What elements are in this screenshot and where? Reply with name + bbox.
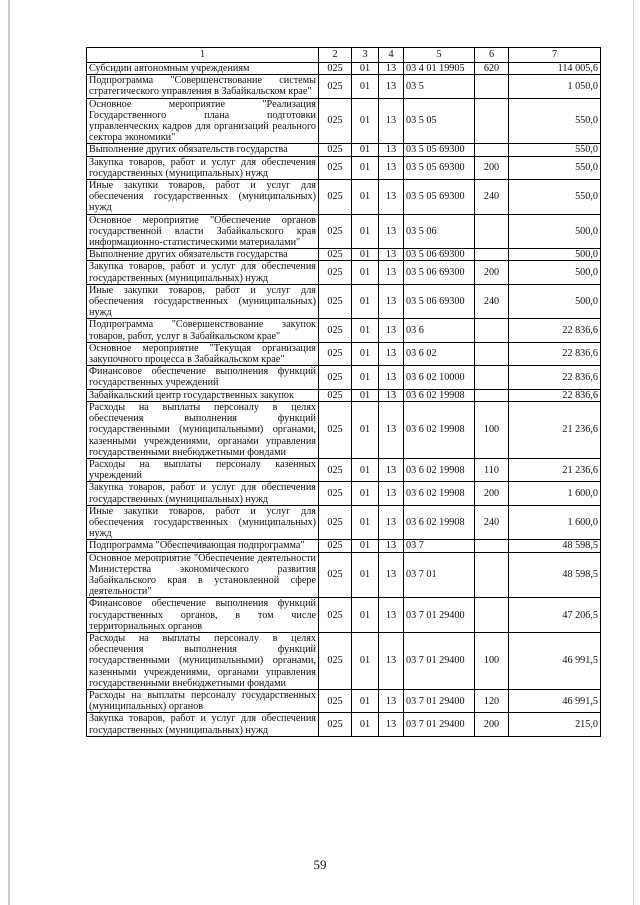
budget-table	[86, 47, 601, 737]
ministry-code-cell: 025	[319, 552, 352, 598]
target-article-cell: 03 5 06	[404, 214, 475, 249]
ministry-code-cell: 025	[319, 144, 352, 156]
section-code-cell: 01	[352, 482, 379, 505]
amount-cell: 48 598,5	[509, 540, 601, 552]
subsection-code-cell: 13	[379, 180, 404, 215]
item-name-cell: Основное мероприятие "Обеспечение деятельности Министерства экономического развития Забайкальского края в установленной сфере деятельности"	[87, 552, 319, 598]
table-row	[87, 63, 601, 75]
subsection-code-cell: 13	[379, 249, 404, 261]
expense-type-cell: 200	[475, 713, 509, 736]
table-row	[87, 342, 601, 365]
item-name-cell: Расходы на выплаты персоналу в целях обеспечения выполнения функций государственными (муниципальными) органами, казенными учреждениями, органами управления государственными внебюджетными фондами	[87, 632, 319, 689]
item-name-cell: Иные закупки товаров, работ и услуг для обеспечения государственных (муниципальных) нужд	[87, 505, 319, 540]
expense-type-cell: 240	[475, 180, 509, 215]
ministry-code-cell: 025	[319, 505, 352, 540]
amount-cell: 500,0	[509, 249, 601, 261]
ministry-code-cell: 025	[319, 713, 352, 736]
table-row	[87, 632, 601, 689]
target-article-cell: 03 6 02 19908	[404, 458, 475, 481]
expense-type-cell: 100	[475, 632, 509, 689]
ministry-code-cell: 025	[319, 249, 352, 261]
target-article-cell: 03 7 01	[404, 552, 475, 598]
expense-type-cell: 120	[475, 689, 509, 712]
target-article-cell: 03 5 06 69300	[404, 249, 475, 261]
amount-cell: 22 836,6	[509, 342, 601, 365]
item-name-cell: Закупка товаров, работ и услуг для обеспечения государственных (муниципальных) нужд	[87, 261, 319, 284]
section-code-cell: 01	[352, 214, 379, 249]
item-name-cell: Выполнение других обязательств государства	[87, 249, 319, 261]
table-row	[87, 540, 601, 552]
subsection-code-cell: 13	[379, 598, 404, 633]
item-name-cell: Иные закупки товаров, работ и услуг для обеспечения государственных (муниципальных) нужд	[87, 284, 319, 319]
section-code-cell: 01	[352, 713, 379, 736]
expense-type-cell	[475, 75, 509, 98]
ministry-code-cell: 025	[319, 342, 352, 365]
target-article-cell: 03 6	[404, 319, 475, 342]
subsection-code-cell: 13	[379, 63, 404, 75]
expense-type-cell: 620	[475, 63, 509, 75]
header-row	[87, 48, 601, 63]
ministry-code-cell: 025	[319, 98, 352, 144]
item-name-cell: Финансовое обеспечение выполнения функций государственных органов, в том числе территориальных органов	[87, 598, 319, 633]
ministry-code-cell: 025	[319, 366, 352, 389]
target-article-cell: 03 5	[404, 75, 475, 98]
amount-cell: 114 005,6	[509, 63, 601, 75]
item-name-cell: Закупка товаров, работ и услуг для обеспечения государственных (муниципальных) нужд	[87, 482, 319, 505]
target-article-cell: 03 5 05 69300	[404, 156, 475, 179]
section-code-cell: 01	[352, 389, 379, 401]
subsection-code-cell: 13	[379, 458, 404, 481]
header-col-1: 1	[87, 48, 319, 63]
table-row	[87, 505, 601, 540]
table-row	[87, 401, 601, 458]
table-row	[87, 598, 601, 633]
amount-cell: 500,0	[509, 284, 601, 319]
item-name-cell: Расходы на выплаты персоналу государственных (муниципальных) органов	[87, 689, 319, 712]
target-article-cell: 03 6 02 19908	[404, 482, 475, 505]
target-article-cell: 03 5 05 69300	[404, 180, 475, 215]
subsection-code-cell: 13	[379, 482, 404, 505]
section-code-cell: 01	[352, 249, 379, 261]
amount-cell: 21 236,6	[509, 458, 601, 481]
header-col-6: 6	[475, 48, 509, 63]
table-row	[87, 261, 601, 284]
expense-type-cell	[475, 366, 509, 389]
ministry-code-cell: 025	[319, 284, 352, 319]
item-name-cell: Подпрограмма "Обеспечивающая подпрограмма"	[87, 540, 319, 552]
amount-cell: 46 991,5	[509, 689, 601, 712]
expense-type-cell	[475, 144, 509, 156]
amount-cell: 22 836,6	[509, 366, 601, 389]
target-article-cell: 03 6 02 19908	[404, 505, 475, 540]
ministry-code-cell: 025	[319, 156, 352, 179]
table-row	[87, 366, 601, 389]
amount-cell: 500,0	[509, 214, 601, 249]
table-row	[87, 75, 601, 98]
table-row	[87, 389, 601, 401]
subsection-code-cell: 13	[379, 401, 404, 458]
section-code-cell: 01	[352, 366, 379, 389]
subsection-code-cell: 13	[379, 98, 404, 144]
target-article-cell: 03 7 01 29400	[404, 598, 475, 633]
ministry-code-cell: 025	[319, 389, 352, 401]
item-name-cell: Финансовое обеспечение выполнения функций государственных учреждений	[87, 366, 319, 389]
expense-type-cell	[475, 342, 509, 365]
ministry-code-cell: 025	[319, 63, 352, 75]
expense-type-cell	[475, 319, 509, 342]
section-code-cell: 01	[352, 284, 379, 319]
amount-cell: 48 598,5	[509, 552, 601, 598]
section-code-cell: 01	[352, 458, 379, 481]
amount-cell: 550,0	[509, 98, 601, 144]
subsection-code-cell: 13	[379, 689, 404, 712]
table-row	[87, 713, 601, 736]
ministry-code-cell: 025	[319, 214, 352, 249]
target-article-cell: 03 7 01 29400	[404, 632, 475, 689]
subsection-code-cell: 13	[379, 319, 404, 342]
header-col-2: 2	[319, 48, 352, 63]
expense-type-cell: 240	[475, 505, 509, 540]
header-col-7: 7	[509, 48, 601, 63]
target-article-cell: 03 5 06 69300	[404, 261, 475, 284]
section-code-cell: 01	[352, 63, 379, 75]
expense-type-cell	[475, 598, 509, 633]
section-code-cell: 01	[352, 261, 379, 284]
expense-type-cell	[475, 98, 509, 144]
subsection-code-cell: 13	[379, 713, 404, 736]
subsection-code-cell: 13	[379, 342, 404, 365]
ministry-code-cell: 025	[319, 632, 352, 689]
expense-type-cell	[475, 540, 509, 552]
section-code-cell: 01	[352, 552, 379, 598]
subsection-code-cell: 13	[379, 284, 404, 319]
ministry-code-cell: 025	[319, 689, 352, 712]
section-code-cell: 01	[352, 319, 379, 342]
table-row	[87, 144, 601, 156]
ministry-code-cell: 025	[319, 540, 352, 552]
item-name-cell: Основное мероприятие "Реализация Государственного плана подготовки управленческих кадров для организаций реального сектора экономики"	[87, 98, 319, 144]
target-article-cell: 03 5 05 69300	[404, 144, 475, 156]
subsection-code-cell: 13	[379, 632, 404, 689]
target-article-cell: 03 6 02	[404, 342, 475, 365]
item-name-cell: Закупка товаров, работ и услуг для обеспечения государственных (муниципальных) нужд	[87, 713, 319, 736]
header-col-4: 4	[379, 48, 404, 63]
amount-cell: 22 836,6	[509, 319, 601, 342]
header-col-3: 3	[352, 48, 379, 63]
subsection-code-cell: 13	[379, 214, 404, 249]
section-code-cell: 01	[352, 598, 379, 633]
subsection-code-cell: 13	[379, 552, 404, 598]
item-name-cell: Расходы на выплаты персоналу казенных учреждений	[87, 458, 319, 481]
item-name-cell: Субсидии автономным учреждениям	[87, 63, 319, 75]
ministry-code-cell: 025	[319, 75, 352, 98]
table-row	[87, 319, 601, 342]
amount-cell: 47 206,5	[509, 598, 601, 633]
section-code-cell: 01	[352, 505, 379, 540]
section-code-cell: 01	[352, 75, 379, 98]
expense-type-cell	[475, 249, 509, 261]
subsection-code-cell: 13	[379, 144, 404, 156]
expense-type-cell: 200	[475, 156, 509, 179]
section-code-cell: 01	[352, 540, 379, 552]
amount-cell: 500,0	[509, 261, 601, 284]
amount-cell: 1 600,0	[509, 505, 601, 540]
expense-type-cell: 200	[475, 261, 509, 284]
subsection-code-cell: 13	[379, 505, 404, 540]
expense-type-cell: 110	[475, 458, 509, 481]
section-code-cell: 01	[352, 342, 379, 365]
amount-cell: 550,0	[509, 156, 601, 179]
amount-cell: 1 050,0	[509, 75, 601, 98]
target-article-cell: 03 7 01 29400	[404, 689, 475, 712]
subsection-code-cell: 13	[379, 366, 404, 389]
amount-cell: 1 600,0	[509, 482, 601, 505]
table-row	[87, 689, 601, 712]
subsection-code-cell: 13	[379, 389, 404, 401]
table-row	[87, 98, 601, 144]
item-name-cell: Выполнение других обязательств государства	[87, 144, 319, 156]
table-row	[87, 214, 601, 249]
target-article-cell: 03 6 02 19908	[404, 389, 475, 401]
target-article-cell: 03 7	[404, 540, 475, 552]
amount-cell: 550,0	[509, 180, 601, 215]
item-name-cell: Забайкальский центр государственных закупок	[87, 389, 319, 401]
section-code-cell: 01	[352, 689, 379, 712]
item-name-cell: Расходы на выплаты персоналу в целях обеспечения выполнения функций государственными (муниципальными) органами, казенными учреждениями, органами управления государственными внебюджетными фондами	[87, 401, 319, 458]
table-row	[87, 249, 601, 261]
page-number: 59	[313, 857, 327, 872]
section-code-cell: 01	[352, 98, 379, 144]
target-article-cell: 03 6 02 19908	[404, 401, 475, 458]
expense-type-cell	[475, 552, 509, 598]
ministry-code-cell: 025	[319, 458, 352, 481]
header-col-5: 5	[404, 48, 475, 63]
subsection-code-cell: 13	[379, 261, 404, 284]
target-article-cell: 03 4 01 19905	[404, 63, 475, 75]
section-code-cell: 01	[352, 632, 379, 689]
scan-edge-right	[633, 0, 634, 905]
amount-cell: 21 236,6	[509, 401, 601, 458]
item-name-cell: Основное мероприятие "Обеспечение органов государственной власти Забайкальского края информационно-статистическими материалами"	[87, 214, 319, 249]
target-article-cell: 03 5 06 69300	[404, 284, 475, 319]
section-code-cell: 01	[352, 144, 379, 156]
amount-cell: 46 991,5	[509, 632, 601, 689]
item-name-cell: Подпрограмма "Совершенствование закупок товаров, работ, услуг в Забайкальском крае"	[87, 319, 319, 342]
amount-cell: 550,0	[509, 144, 601, 156]
table-row	[87, 482, 601, 505]
section-code-cell: 01	[352, 180, 379, 215]
section-code-cell: 01	[352, 401, 379, 458]
target-article-cell: 03 7 01 29400	[404, 713, 475, 736]
table-row	[87, 156, 601, 179]
table-row	[87, 458, 601, 481]
target-article-cell: 03 5 05	[404, 98, 475, 144]
table-row	[87, 284, 601, 319]
expense-type-cell	[475, 214, 509, 249]
table-row	[87, 180, 601, 215]
item-name-cell: Иные закупки товаров, работ и услуг для обеспечения государственных (муниципальных) нужд	[87, 180, 319, 215]
table-body	[87, 63, 601, 737]
subsection-code-cell: 13	[379, 540, 404, 552]
table-row	[87, 552, 601, 598]
item-name-cell: Подпрограмма "Совершенствование системы стратегического управления в Забайкальском крае"	[87, 75, 319, 98]
ministry-code-cell: 025	[319, 319, 352, 342]
amount-cell: 215,0	[509, 713, 601, 736]
section-code-cell: 01	[352, 156, 379, 179]
scan-edge-left	[8, 0, 10, 905]
expense-type-cell: 100	[475, 401, 509, 458]
ministry-code-cell: 025	[319, 261, 352, 284]
ministry-code-cell: 025	[319, 401, 352, 458]
target-article-cell: 03 6 02 10000	[404, 366, 475, 389]
subsection-code-cell: 13	[379, 75, 404, 98]
expense-type-cell: 240	[475, 284, 509, 319]
item-name-cell: Закупка товаров, работ и услуг для обеспечения государственных (муниципальных) нужд	[87, 156, 319, 179]
subsection-code-cell: 13	[379, 156, 404, 179]
expense-type-cell	[475, 389, 509, 401]
ministry-code-cell: 025	[319, 482, 352, 505]
ministry-code-cell: 025	[319, 180, 352, 215]
expense-type-cell: 200	[475, 482, 509, 505]
amount-cell: 22 836,6	[509, 389, 601, 401]
ministry-code-cell: 025	[319, 598, 352, 633]
item-name-cell: Основное мероприятие "Текущая организация закупочного процесса в Забайкальском крае"	[87, 342, 319, 365]
